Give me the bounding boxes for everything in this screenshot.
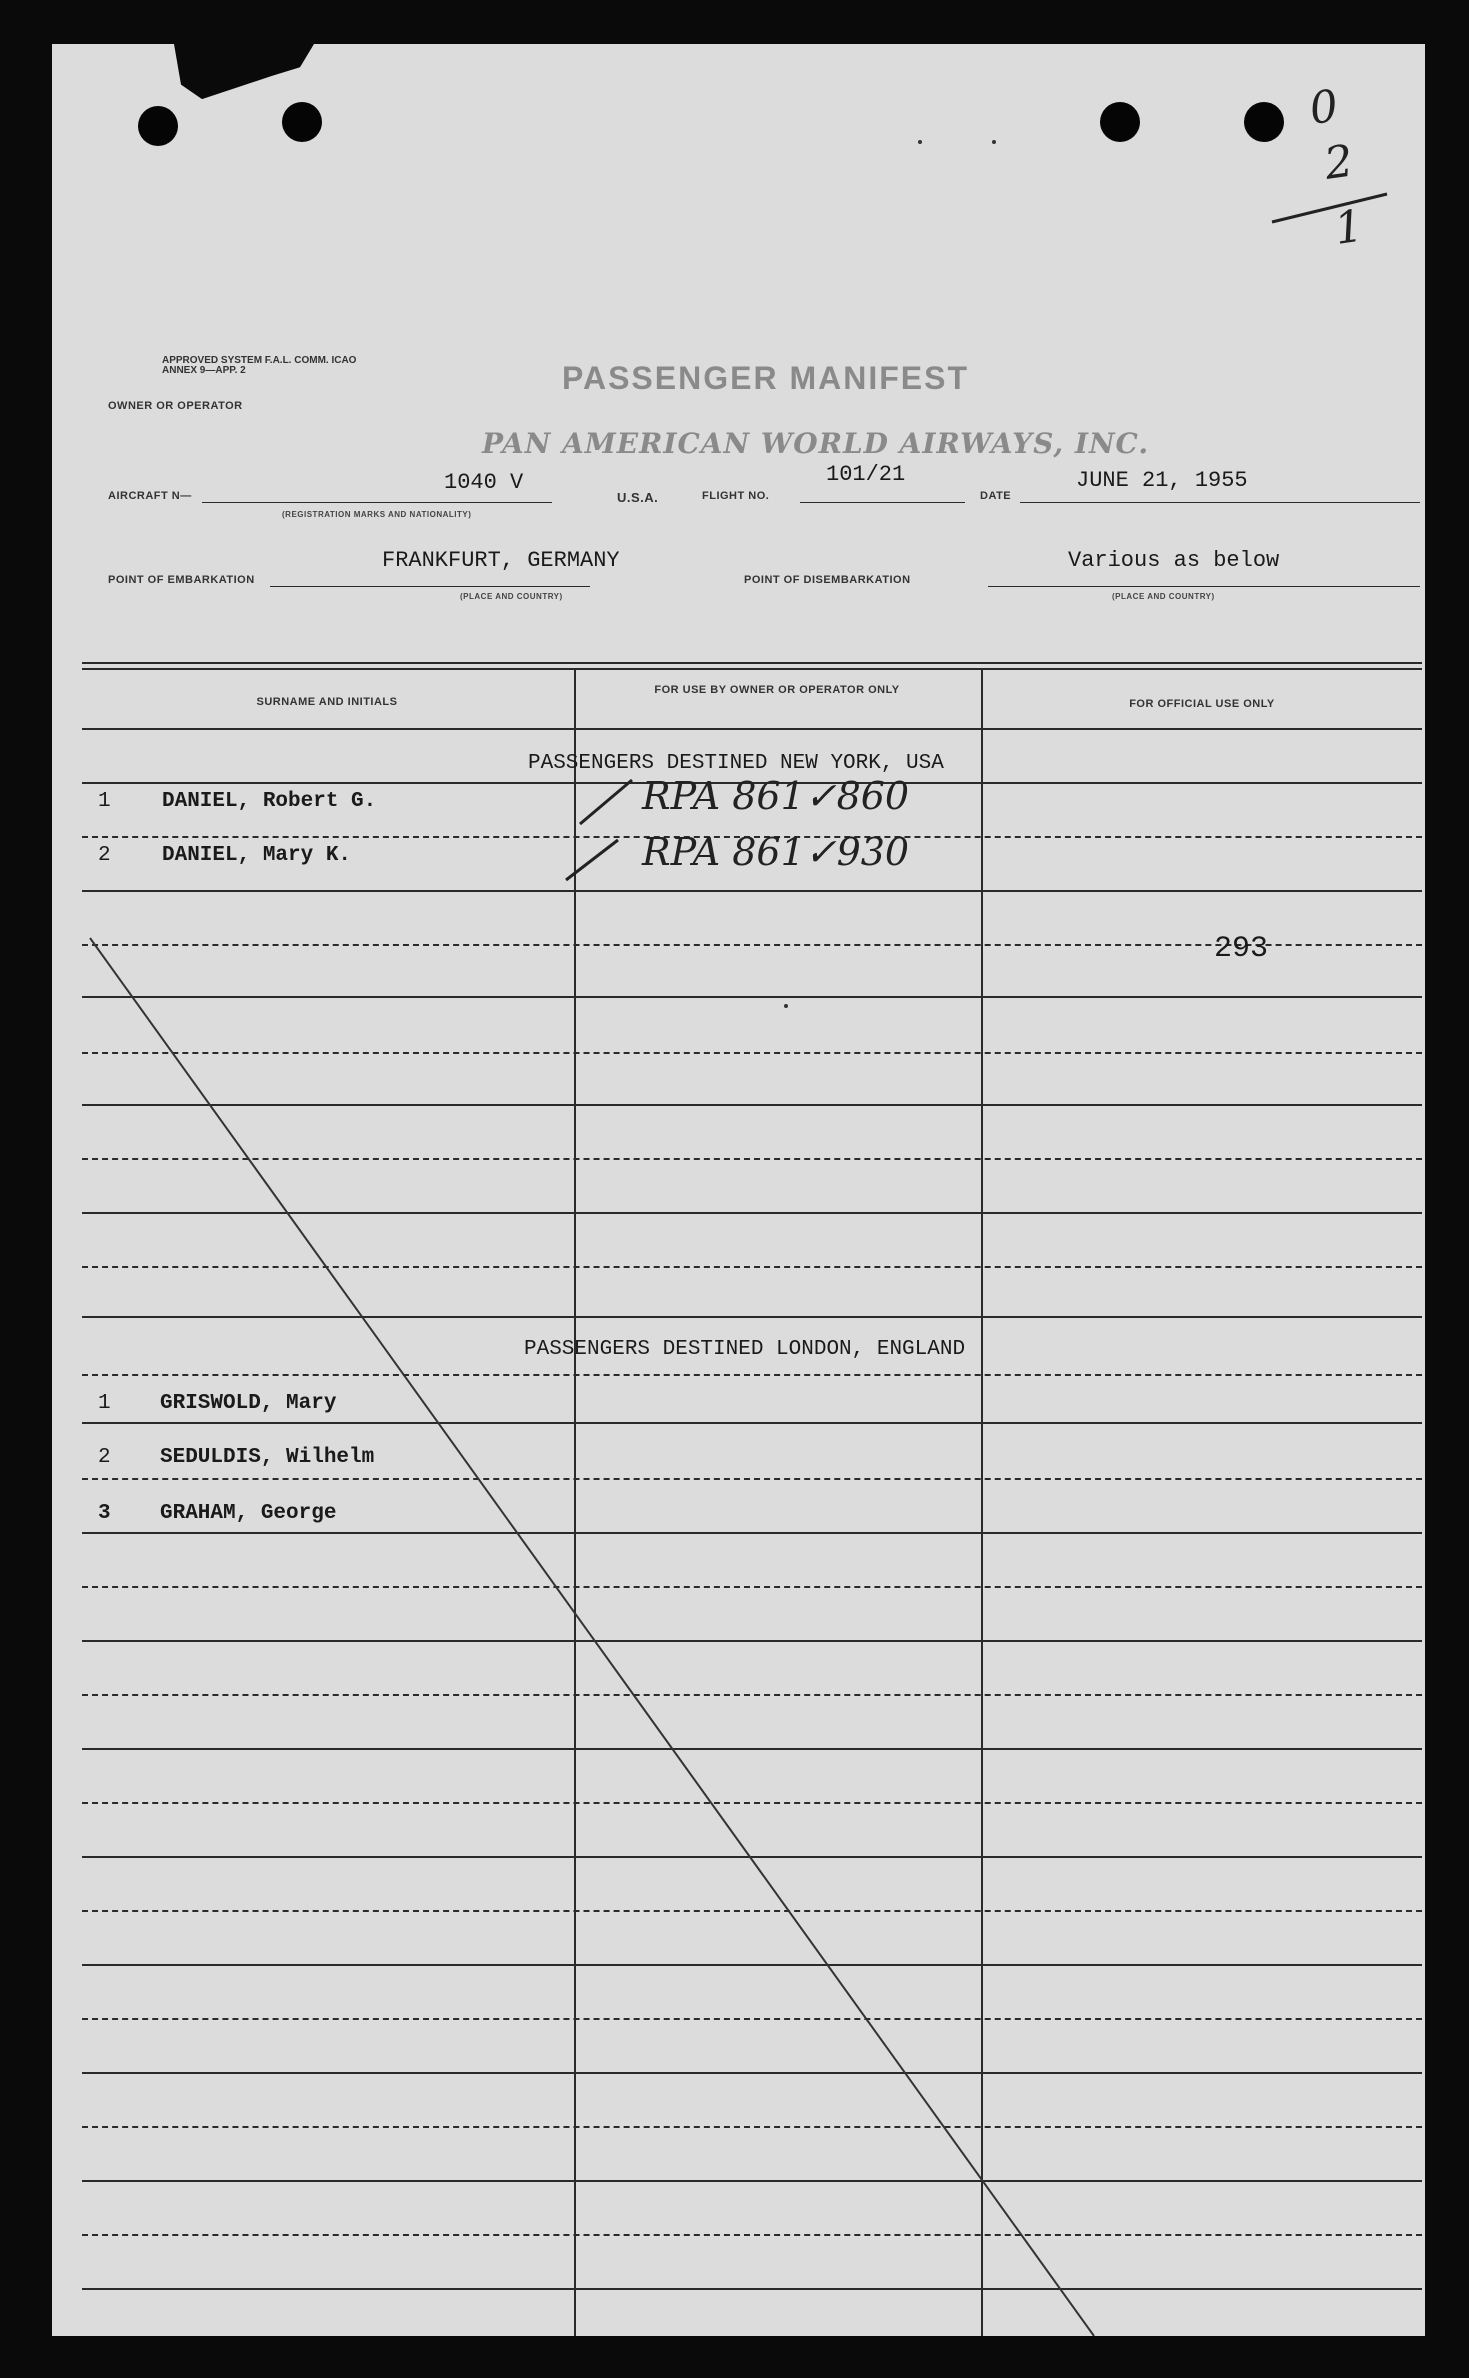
passenger-name: DANIEL, Robert G.	[162, 790, 377, 813]
date-label: DATE	[980, 490, 1012, 502]
passenger-number: 2	[98, 844, 111, 867]
passenger-name: DANIEL, Mary K.	[162, 844, 352, 867]
page-title: PASSENGER MANIFEST	[562, 360, 969, 396]
void-diagonal-line	[52, 44, 1425, 2336]
passenger-name: GRAHAM, George	[160, 1502, 337, 1525]
disembarkation-value: Various as below	[1068, 548, 1280, 573]
official-stamp-number: 293	[1214, 932, 1269, 966]
aircraft-value: 1040 V	[444, 470, 524, 495]
column-header-owner-use: FOR USE BY OWNER OR OPERATOR ONLY	[654, 684, 900, 696]
registration-caption: (REGISTRATION MARKS AND NATIONALITY)	[282, 510, 472, 519]
section-heading-london: PASSENGERS DESTINED LONDON, ENGLAND	[524, 1338, 966, 1361]
flight-value: 101/21	[826, 462, 906, 487]
manifest-page	[52, 44, 1425, 2336]
passenger-number: 2	[98, 1446, 111, 1469]
airline-name: PAN AMERICAN WORLD AIRWAYS, INC.	[482, 427, 1150, 460]
handwritten-note: RPA 861✓860	[642, 774, 910, 818]
approval-note: APPROVED SYSTEM F.A.L. COMM. ICAO ANNEX 9—APP. 2	[162, 355, 357, 376]
aircraft-label: AIRCRAFT N—	[108, 490, 192, 502]
embarkation-caption: (PLACE AND COUNTRY)	[460, 592, 563, 601]
embarkation-label: POINT OF EMBARKATION	[108, 574, 255, 586]
column-header-surname: SURNAME AND INITIALS	[256, 696, 398, 708]
date-value: JUNE 21, 1955	[1076, 468, 1248, 493]
disembarkation-caption: (PLACE AND COUNTRY)	[1112, 592, 1215, 601]
passenger-number: 3	[98, 1502, 111, 1525]
embarkation-value: FRANKFURT, GERMANY	[382, 548, 620, 573]
usa-label: U.S.A.	[617, 490, 659, 505]
svg-text:2: 2	[1321, 135, 1357, 190]
passenger-number: 1	[98, 790, 111, 813]
flight-label: FLIGHT NO.	[702, 490, 770, 502]
owner-label: OWNER OR OPERATOR	[108, 400, 243, 412]
section-heading-new-york: PASSENGERS DESTINED NEW YORK, USA	[528, 752, 944, 775]
svg-text:0: 0	[1306, 80, 1342, 135]
column-header-official-use: FOR OFFICIAL USE ONLY	[1129, 698, 1275, 710]
handwritten-note: RPA 861✓930	[642, 830, 910, 874]
disembarkation-label: POINT OF DISEMBARKATION	[744, 574, 911, 586]
svg-text:1: 1	[1331, 200, 1367, 255]
passenger-name: SEDULDIS, Wilhelm	[160, 1446, 375, 1469]
passenger-name: GRISWOLD, Mary	[160, 1392, 337, 1415]
passenger-number: 1	[98, 1392, 111, 1415]
